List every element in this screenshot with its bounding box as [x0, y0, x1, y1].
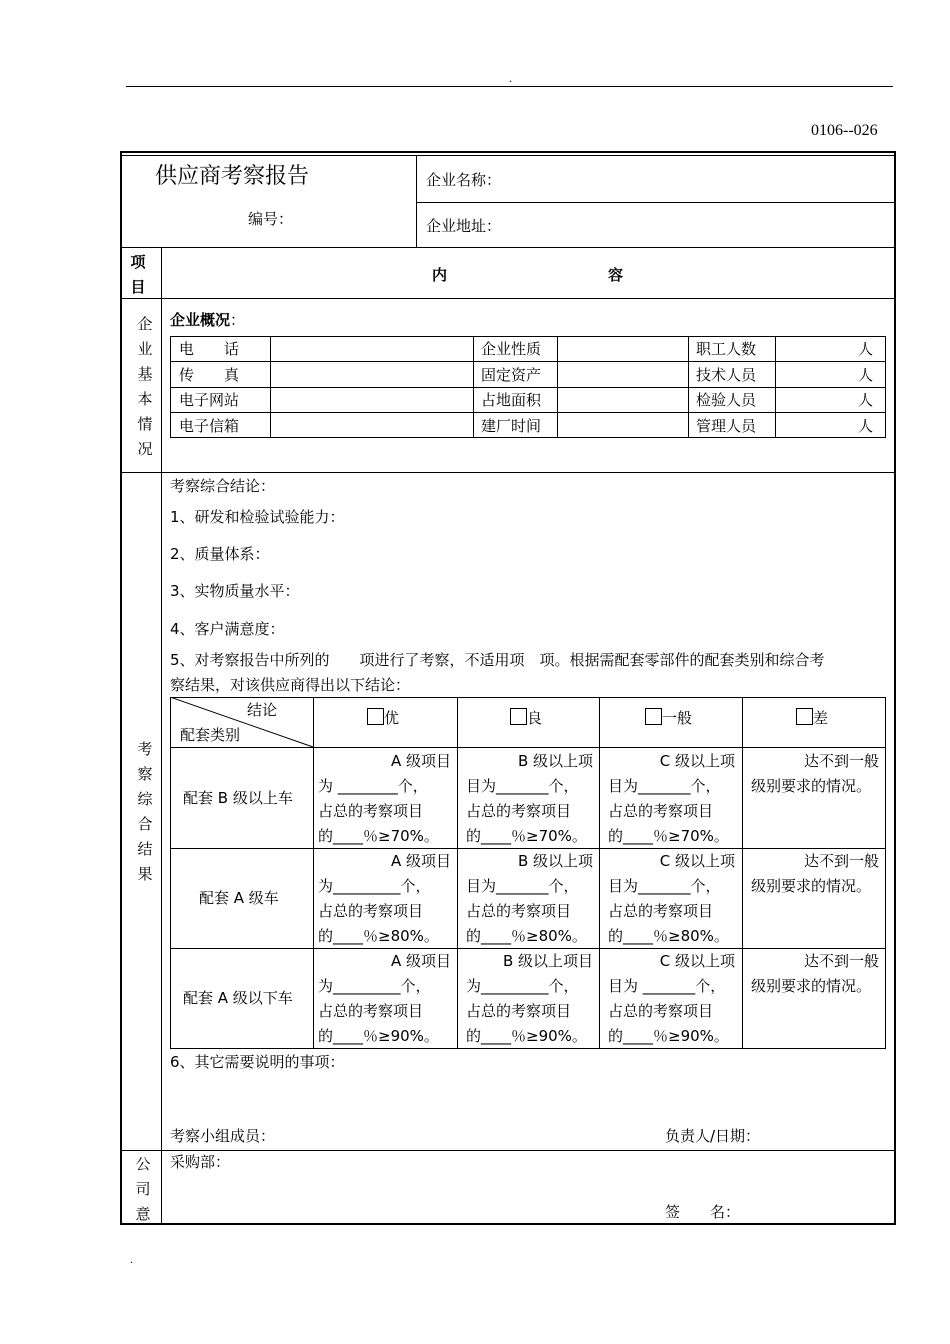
conclusion-item-2: 2、质量体系：	[170, 545, 270, 563]
overview-label-phone: 电 话	[179, 340, 240, 358]
criteria-line: 的____％≥90%。	[318, 1027, 439, 1045]
grade-col-line	[457, 697, 458, 1049]
criteria-line: A 级项目	[390, 852, 451, 870]
criteria-line: 的____％≥70%。	[318, 827, 439, 845]
criteria-cell	[751, 749, 879, 799]
criteria-line: 占总的考察项目	[318, 1002, 424, 1020]
overview-col-line	[688, 336, 689, 438]
grade-col-line	[742, 697, 743, 1049]
overview-row-line	[170, 361, 886, 362]
overview-label-tech-staff: 技术人员	[696, 366, 757, 384]
checkbox-icon[interactable]	[510, 708, 527, 725]
criteria-line: 的____％≥80%。	[318, 927, 439, 945]
criteria-cell	[608, 949, 735, 1049]
criteria-line: 达不到一般	[803, 852, 879, 870]
content-header-left: 内	[432, 266, 448, 284]
criteria-line: 级别要求的情况。	[751, 777, 872, 795]
criteria-cell	[751, 849, 879, 899]
form-title: 供应商考察报告	[155, 164, 310, 189]
criteria-line: 占总的考察项目	[318, 902, 424, 920]
grade-col-line	[313, 697, 314, 1049]
criteria-cell	[318, 749, 451, 849]
grade-average[interactable]	[645, 708, 692, 726]
grade-excellent-label: 优	[384, 709, 400, 727]
overview-row-line	[170, 387, 886, 388]
other-matters: 6、其它需要说明的事项：	[170, 1053, 345, 1071]
frame-top-double	[120, 155, 896, 156]
section-divider	[120, 472, 896, 473]
document-number: 0106--026	[811, 122, 878, 139]
criteria-line: 达不到一般	[803, 752, 879, 770]
criteria-line: 目为 _______个，	[608, 977, 726, 995]
category-b-above: 配套 B 级以上车	[183, 789, 293, 807]
overview-heading	[170, 313, 245, 328]
overview-col-line	[775, 336, 776, 438]
criteria-cell	[751, 949, 879, 999]
section-company-opinion: 公司意	[135, 1155, 151, 1223]
category-a: 配套 A 级车	[199, 889, 279, 907]
criteria-cell	[466, 949, 593, 1049]
criteria-line: 占总的考察项目	[318, 802, 424, 820]
header-dot: .	[509, 71, 512, 85]
criteria-line: 目为_______个，	[608, 877, 721, 895]
criteria-line: C 级以上项	[659, 952, 735, 970]
criteria-line: 目为_______个，	[466, 777, 579, 795]
criteria-line: 的____％≥80%。	[466, 927, 587, 945]
overview-label-fax: 传 真	[179, 366, 240, 384]
criteria-line: B 级以上项	[517, 852, 593, 870]
company-address-label: 企业地址：	[426, 217, 502, 235]
criteria-cell	[318, 949, 451, 1049]
overview-col-line	[270, 336, 271, 438]
section-divider	[120, 1150, 896, 1151]
conclusion-item-3: 3、实物质量水平：	[170, 582, 300, 600]
criteria-line: 级别要求的情况。	[751, 877, 872, 895]
criteria-line: 为 ________个，	[318, 777, 428, 795]
criteria-line: 占总的考察项目	[466, 802, 572, 820]
category-a-below: 配套 A 级以下车	[183, 989, 293, 1007]
criteria-line: 为_________个，	[318, 977, 431, 995]
criteria-line: C 级以上项	[659, 752, 735, 770]
criteria-line: 的____％≥80%。	[608, 927, 729, 945]
overview-unit: 人	[858, 340, 874, 358]
criteria-line: 的____％≥70%。	[608, 827, 729, 845]
item-column-header: 项目	[130, 253, 146, 296]
grade-poor[interactable]	[796, 708, 828, 726]
criteria-line: 占总的考察项目	[466, 1002, 572, 1020]
criteria-line: A 级项目	[390, 752, 451, 770]
responsible-date-label: 负责人/日期：	[665, 1127, 761, 1145]
criteria-line: 的____％≥90%。	[466, 1027, 587, 1045]
criteria-cell	[466, 749, 593, 849]
overview-unit: 人	[858, 417, 874, 435]
title-divider-vertical	[416, 155, 417, 247]
purchasing-dept-label: 采购部：	[170, 1153, 231, 1171]
conclusion-item-4: 4、客户满意度：	[170, 620, 285, 638]
company-name-label: 企业名称：	[426, 171, 502, 189]
checkbox-icon[interactable]	[796, 708, 813, 725]
overview-label-managers: 管理人员	[696, 417, 757, 435]
criteria-cell	[608, 749, 735, 849]
grade-col-line	[599, 697, 600, 1049]
checkbox-icon[interactable]	[645, 708, 662, 725]
grade-corner-conclusion: 结论	[247, 701, 278, 719]
header-row-top	[120, 247, 896, 248]
criteria-cell	[318, 849, 451, 949]
criteria-cell	[466, 849, 593, 949]
criteria-line: A 级项目	[390, 952, 451, 970]
company-divider	[416, 202, 896, 203]
overview-label-website: 电子网站	[179, 391, 240, 409]
overview-label-nature: 企业性质	[481, 340, 542, 358]
overview-unit: 人	[858, 391, 874, 409]
overview-heading-colon: ：	[230, 311, 246, 329]
serial-label: 编号：	[248, 210, 294, 228]
footer-dot: .	[130, 1252, 133, 1266]
team-members-label: 考察小组成员：	[170, 1127, 276, 1145]
signature-label: 签 名：	[665, 1203, 741, 1221]
criteria-cell	[608, 849, 735, 949]
grade-poor-label: 差	[813, 709, 829, 727]
grade-average-label: 一般	[662, 709, 693, 727]
overview-unit: 人	[858, 366, 874, 384]
checkbox-icon[interactable]	[367, 708, 384, 725]
item-column-divider	[161, 247, 162, 1224]
criteria-line: B 级以上项目	[502, 952, 593, 970]
grade-good-label: 良	[527, 709, 543, 727]
overview-col-line	[473, 336, 474, 438]
grade-good[interactable]	[510, 708, 542, 726]
criteria-line: 级别要求的情况。	[751, 977, 872, 995]
overview-label-area: 占地面积	[481, 391, 542, 409]
overview-heading-text: 企业概况	[170, 311, 231, 329]
criteria-line: C 级以上项	[659, 852, 735, 870]
criteria-line: 达不到一般	[803, 952, 879, 970]
overview-row-line	[170, 412, 886, 413]
grade-corner-category: 配套类别	[180, 726, 241, 744]
conclusion-item-1: 1、研发和检验试验能力：	[170, 508, 345, 526]
section-assessment-result: 考察综合结果	[137, 740, 153, 883]
criteria-line: 的____％≥70%。	[466, 827, 587, 845]
conclusion-item-5: 5、对考察报告中所列的 项进行了考察，不适用项 项。根据需配套零部件的配套类别和综合考	[170, 651, 825, 669]
overview-label-founded: 建厂时间	[481, 417, 542, 435]
grade-excellent[interactable]	[367, 708, 399, 726]
criteria-line: 目为_______个，	[608, 777, 721, 795]
content-header-right: 容	[608, 266, 624, 284]
criteria-line: 占总的考察项目	[608, 1002, 714, 1020]
overview-label-assets: 固定资产	[481, 366, 542, 384]
overview-label-staff: 职工人数	[696, 340, 757, 358]
criteria-line: 占总的考察项目	[608, 902, 714, 920]
overview-label-inspectors: 检验人员	[696, 391, 757, 409]
criteria-line: 占总的考察项目	[608, 802, 714, 820]
criteria-line: 为_________个，	[318, 877, 431, 895]
header-rule	[126, 86, 893, 87]
overview-col-line	[557, 336, 558, 438]
criteria-line: 占总的考察项目	[466, 902, 572, 920]
header-row-bottom	[120, 298, 896, 299]
criteria-line: 为_________个，	[466, 977, 579, 995]
conclusion-item-5-cont: 察结果，对该供应商得出以下结论：	[170, 676, 411, 694]
criteria-line: 目为_______个，	[466, 877, 579, 895]
conclusion-heading: 考察综合结论：	[170, 477, 276, 495]
section-basic-info: 企业基本情况	[137, 315, 153, 458]
overview-label-email: 电子信箱	[179, 417, 240, 435]
criteria-line: 的____％≥90%。	[608, 1027, 729, 1045]
criteria-line: B 级以上项	[517, 752, 593, 770]
